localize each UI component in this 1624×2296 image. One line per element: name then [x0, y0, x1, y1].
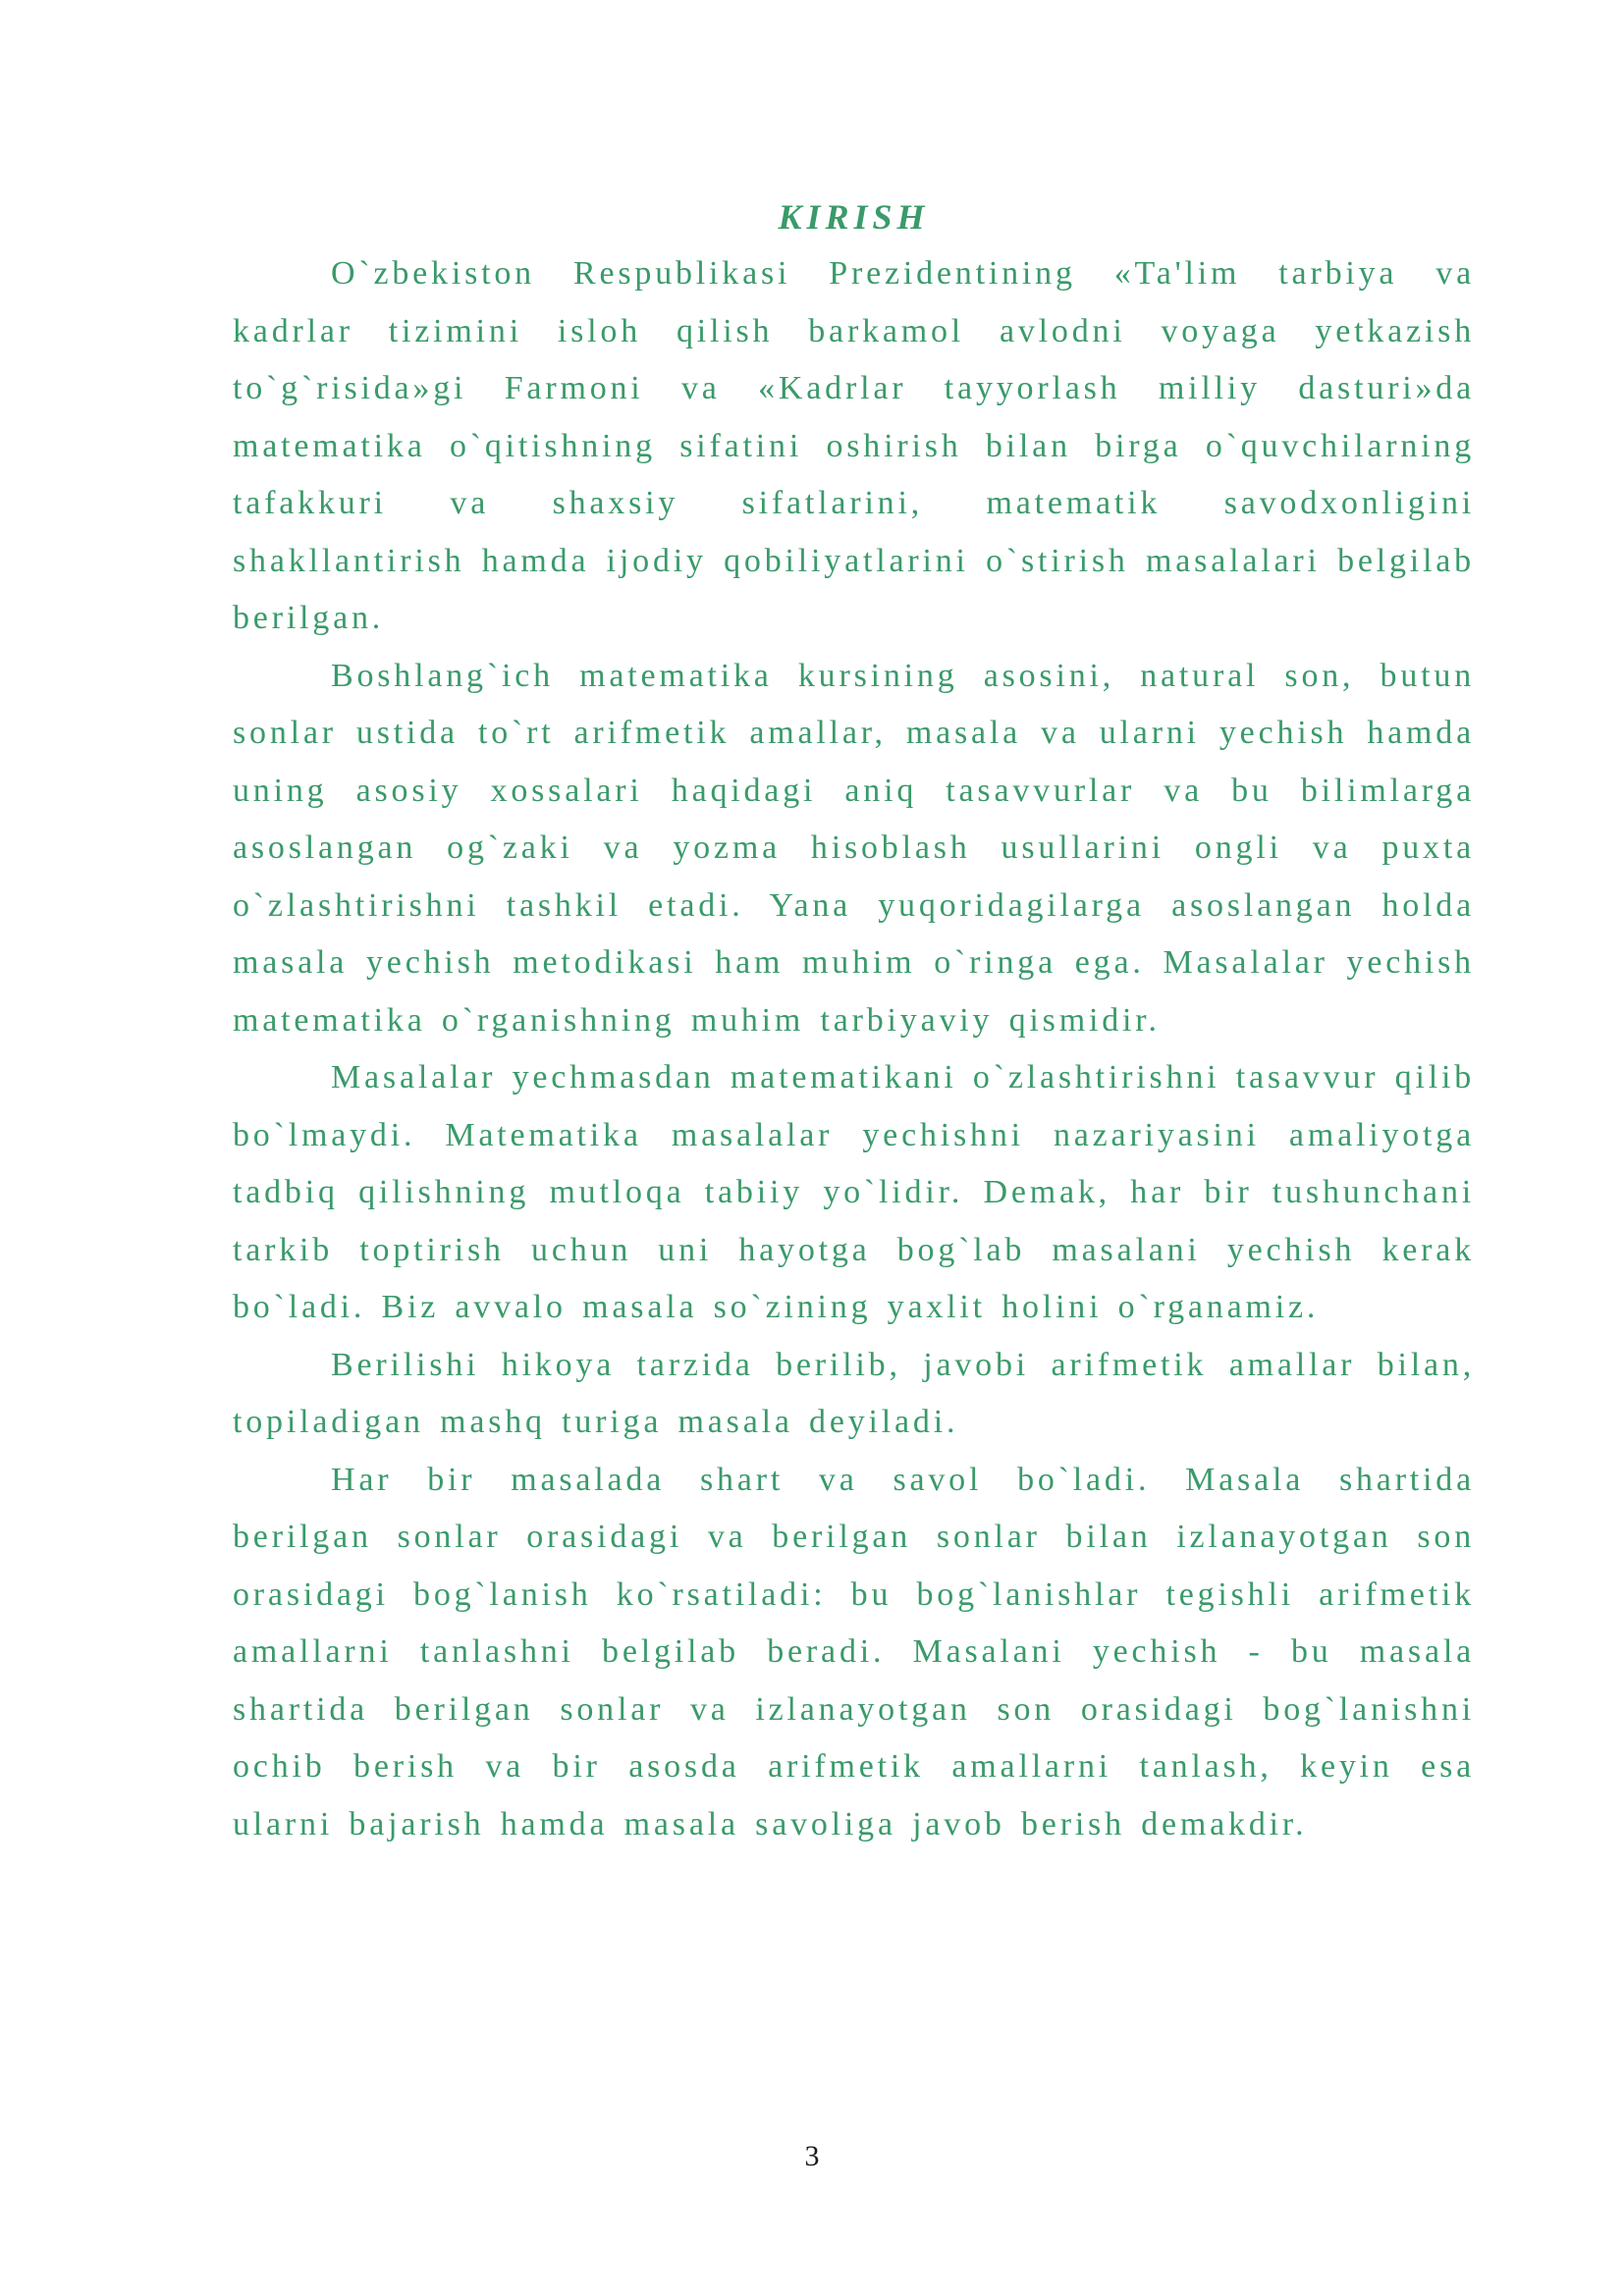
paragraph-4: Berilishi hikoya tarzida berilib, javobi arifmetik amallar bilan, topiladigan mashq turiga masala deyiladi. — [233, 1346, 1475, 1440]
paragraph-3: Masalalar yechmasdan matematikani o`zlashtirishni tasavvur qilib bo`lmaydi. Matematika masalalar yechishni nazariyasini amaliyotga tadbiq qilishning mutloqa tabiiy yo`lidir. Demak, har bir tushunchani tarkib toptirish uchun uni hayotga bog`lab masalani yechish kerak bo`ladi. Biz avvalo masala so`zining yaxlit holini o`rganamiz. — [233, 1059, 1475, 1325]
section-title: KIRISH — [778, 197, 930, 237]
paragraph-2: Boshlang`ich matematika kursining asosini, natural son, butun sonlar ustida to`rt arifmetik amallar, masala va ularni yechish hamda uning asosiy xossalari haqidagi aniq tasavvurlar va bu bilimlarga asoslangan og`zaki va yozma hisoblash usullarini ongli va puxta o`zlashtirishni tashkil etadi. Yana yuqoridagilarga asoslangan holda masala yechish metodikasi ham muhim o`ringa ega. Masalalar yechish matematika o`rganishning muhim tarbiyaviy qismidir. — [233, 657, 1475, 1039]
page-content — [233, 188, 1475, 1853]
paragraph-5: Har bir masalada shart va savol bo`ladi. Masala shartida berilgan sonlar orasidagi va berilgan sonlar bilan izlanayotgan son orasidagi bog`lanish ko`rsatiladi: bu bog`lanishlar tegishli arifmetik amallarni tanlashni belgilab beradi. Masalani yechish - bu masala shartida berilgan sonlar va izlanayotgan son orasidagi bog`lanishni ochib berish va bir asosda arifmetik amallarni tanlash, keyin esa ularni bajarish hamda masala savoliga javob berish demakdir. — [233, 1461, 1475, 1842]
paragraph-1: O`zbekiston Respublikasi Prezidentining «Ta'lim tarbiya va kadrlar tizimini isloh qilish barkamol avlodni voyaga yetkazish to`g`risida»gi Farmoni va «Kadrlar tayyorlash milliy dasturi»da matematika o`qitishning sifatini oshirish bilan birga o`quvchilarning tafakkuri va shaxsiy sifatlarini, matematik savodxonligini shakllantirish hamda ijodiy qobiliyatlarini o`stirish masalalari belgilab berilgan. — [233, 255, 1475, 636]
page-number: 3 — [804, 2140, 820, 2172]
